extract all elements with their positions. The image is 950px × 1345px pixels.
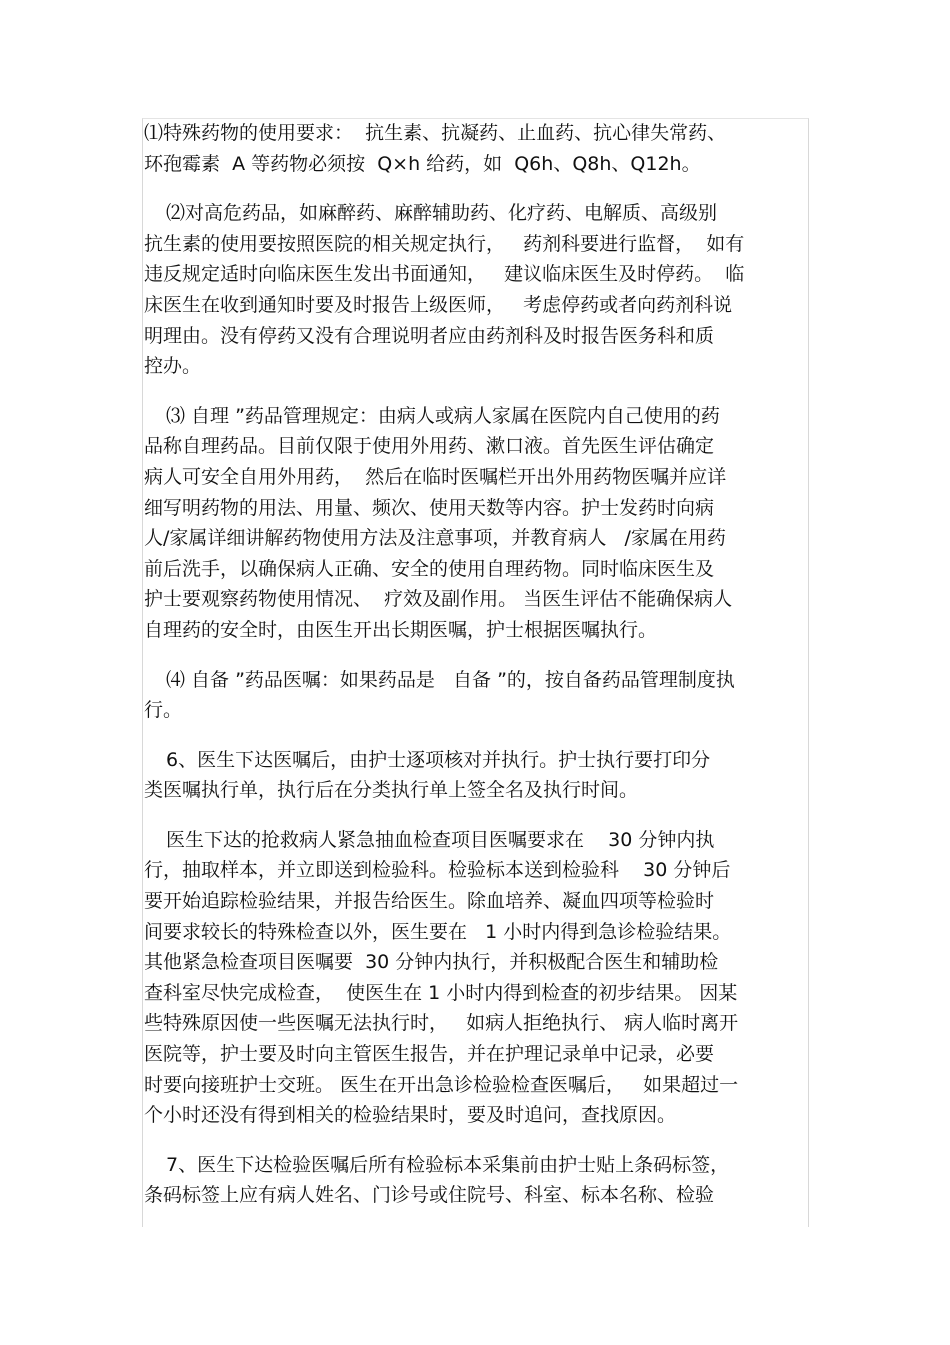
text-line: 条码标签上应有病人姓名、门诊号或住院号、科室、标本名称、检验	[144, 1184, 715, 1207]
text-line: 细写明药物的用法、用量、频次、使用天数等内容。护士发药时向病	[144, 496, 715, 519]
text-line: 行，抽取样本，并立即送到检验科。检验标本送到检验科 30 分钟后	[144, 859, 731, 882]
text-line: 要开始追踪检验结果，并报告给医生。除血培养、凝血四项等检验时	[144, 890, 715, 913]
paragraph-self-managed-drugs	[144, 401, 806, 646]
text-line: 品称自理药品。目前仅限于使用外用药、漱口液。首先医生评估确定	[144, 435, 715, 458]
paragraph-self-provided-drugs	[144, 665, 806, 726]
text-line: 6、医生下达医嘱后，由护士逐项核对并执行。护士执行要打印分	[166, 748, 711, 771]
text-line: 抗生素的使用要按照医院的相关规定执行， 药剂科要进行监督， 如有	[144, 232, 745, 255]
text-line: 时要向接班护士交班。 医生在开出急诊检验检查医嘱后， 如果超过一	[144, 1073, 739, 1096]
text-line: 护士要观察药物使用情况、 疗效及副作用。 当医生评估不能确保病人	[144, 588, 733, 611]
text-line: 违反规定适时向临床医生发出书面通知， 建议临床医生及时停药。 临	[144, 263, 745, 286]
text-line: ⑶ 自理 ”药品管理规定：由病人或病人家属在医院内自己使用的药	[166, 404, 720, 427]
text-line: 些特殊原因使一些医嘱无法执行时， 如病人拒绝执行、 病人临时离开	[144, 1012, 739, 1035]
text-line: 自理药的安全时，由医生开出长期医嘱，护士根据医嘱执行。	[144, 618, 658, 641]
text-line: 查科室尽快完成检查， 使医生在 1 小时内得到检查的初步结果。 因某	[144, 981, 738, 1004]
text-line: 前后洗手，以确保病人正确、安全的使用自理药物。同时临床医生及	[144, 557, 715, 580]
text-line: ⑴特殊药物的使用要求： 抗生素、抗凝药、止血药、抗心律失常药、	[144, 122, 727, 144]
text-line: 其他紧急检查项目医嘱要 30 分钟内执行，并积极配合医生和辅助检	[144, 951, 719, 974]
text-line: 病人可安全自用外用药， 然后在临时医嘱栏开出外用药物医嘱并应详	[144, 465, 727, 488]
text-line: 类医嘱执行单，执行后在分类执行单上签全名及执行时间。	[144, 779, 639, 802]
text-line: 环孢霉素 A 等药物必须按 Q×h 给药，如 Q6h、Q8h、Q12h。	[144, 152, 701, 175]
paragraph-emergency-tests	[144, 825, 806, 1131]
text-line: 个小时还没有得到相关的检验结果时，要及时追问，查找原因。	[144, 1104, 677, 1127]
text-line: 床医生在收到通知时要及时报告上级医师， 考虑停药或者向药剂科说	[144, 293, 733, 316]
text-line: 医生下达的抢救病人紧急抽血检查项目医嘱要求在 30 分钟内执	[166, 828, 715, 851]
paragraph-order-execution	[144, 745, 806, 806]
paragraph-specimen-labels	[144, 1150, 806, 1211]
text-line: 行。	[144, 699, 183, 722]
text-line: 控办。	[144, 355, 202, 378]
text-line: ⑵对高危药品，如麻醉药、麻醉辅助药、化疗药、电解质、高级别	[166, 202, 718, 225]
text-line: 医院等，护士要及时向主管医生报告，并在护理记录单中记录，必要	[144, 1043, 715, 1066]
text-line: 7、医生下达检验医嘱后所有检验标本采集前由护士贴上条码标签，	[166, 1153, 730, 1176]
paragraph-special-drugs	[144, 118, 806, 179]
paragraph-high-risk-drugs	[144, 198, 806, 382]
text-line: 明理由。没有停药又没有合理说明者应由药剂科及时报告医务科和质	[144, 324, 715, 347]
text-line: 人/家属详细讲解药物使用方法及注意事项，并教育病人 /家属在用药	[144, 527, 726, 550]
text-line: 间要求较长的特殊检查以外，医生要在 1 小时内得到急诊检验结果。	[144, 920, 732, 943]
document-body	[144, 118, 806, 1211]
text-line: ⑷ 自备 ”药品医嘱：如果药品是 自备 ”的，按自备药品管理制度执	[166, 668, 735, 691]
